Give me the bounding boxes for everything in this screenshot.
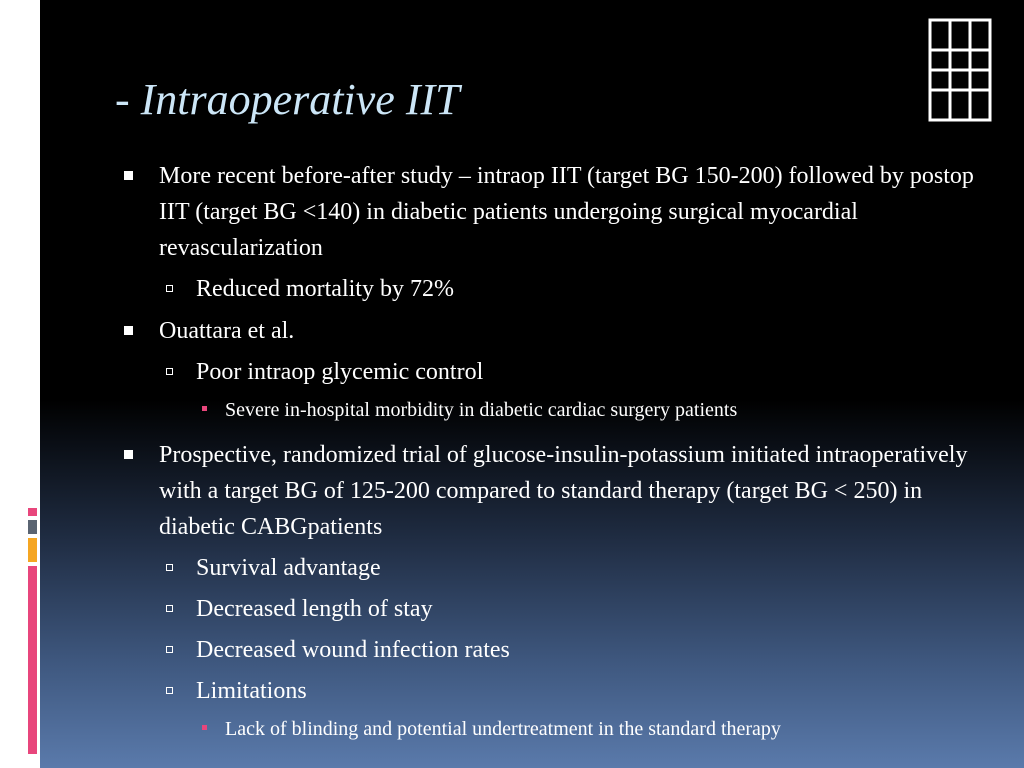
left-accent-strip xyxy=(0,0,40,768)
sub-bullet-item xyxy=(120,271,980,307)
hollow-square-bullet-icon xyxy=(166,646,173,653)
square-bullet-icon xyxy=(124,326,133,335)
title-dash: - xyxy=(115,75,130,124)
slide-title xyxy=(115,72,460,128)
hollow-square-bullet-icon xyxy=(166,368,173,375)
sub-bullet-item xyxy=(120,550,980,586)
sub-bullet-item xyxy=(120,354,980,390)
accent-stripe-pink-long xyxy=(28,566,37,754)
bullet-item xyxy=(120,158,980,266)
hollow-square-bullet-icon xyxy=(166,285,173,292)
bullet-item xyxy=(120,437,980,545)
sub-bullet-text: Decreased length of stay xyxy=(196,596,433,622)
sub-bullet-text: Poor intraop glycemic control xyxy=(196,359,484,385)
square-bullet-icon xyxy=(124,450,133,459)
sub-bullet-text: Survival advantage xyxy=(196,555,381,581)
sub-sub-bullet-text: Lack of blinding and potential undertreatment in the standard therapy xyxy=(225,718,781,740)
title-text: Intraoperative IIT xyxy=(140,75,460,124)
bullet-text: Prospective, randomized trial of glucose-insulin-potassium initiated intraoperatively with a target BG of 125-200 compared to standard therapy (target BG < 250) in diabetic CABGpatients xyxy=(159,442,968,540)
square-bullet-icon xyxy=(124,171,133,180)
bullet-item xyxy=(120,313,980,349)
sub-bullet-text: Reduced mortality by 72% xyxy=(196,276,454,302)
sub-sub-bullet-text: Severe in-hospital morbidity in diabetic cardiac surgery patients xyxy=(225,399,738,421)
bullet-list xyxy=(120,158,980,756)
sub-bullet-item xyxy=(120,673,980,709)
sub-bullet-item xyxy=(120,632,980,668)
accent-stripe-gray xyxy=(28,520,37,534)
hollow-square-bullet-icon xyxy=(166,687,173,694)
window-grid-icon xyxy=(922,12,998,128)
accent-stripe-pink-top xyxy=(28,508,37,516)
sub-sub-bullet-item xyxy=(120,714,980,744)
sub-bullet-text: Decreased wound infection rates xyxy=(196,637,510,663)
sub-bullet-text: Limitations xyxy=(196,678,307,704)
hollow-square-bullet-icon xyxy=(166,605,173,612)
bullet-text: More recent before-after study – intraop IIT (target BG 150-200) followed by postop IIT (target BG <140) in diabetic patients undergoing surgical myocardial revascularization xyxy=(159,163,974,261)
hollow-square-bullet-icon xyxy=(166,564,173,571)
sub-bullet-item xyxy=(120,591,980,627)
bullet-text: Ouattara et al. xyxy=(159,318,295,344)
accent-stripe-orange xyxy=(28,538,37,562)
pink-square-bullet-icon xyxy=(202,725,207,730)
pink-square-bullet-icon xyxy=(202,406,207,411)
sub-sub-bullet-item xyxy=(120,395,980,425)
